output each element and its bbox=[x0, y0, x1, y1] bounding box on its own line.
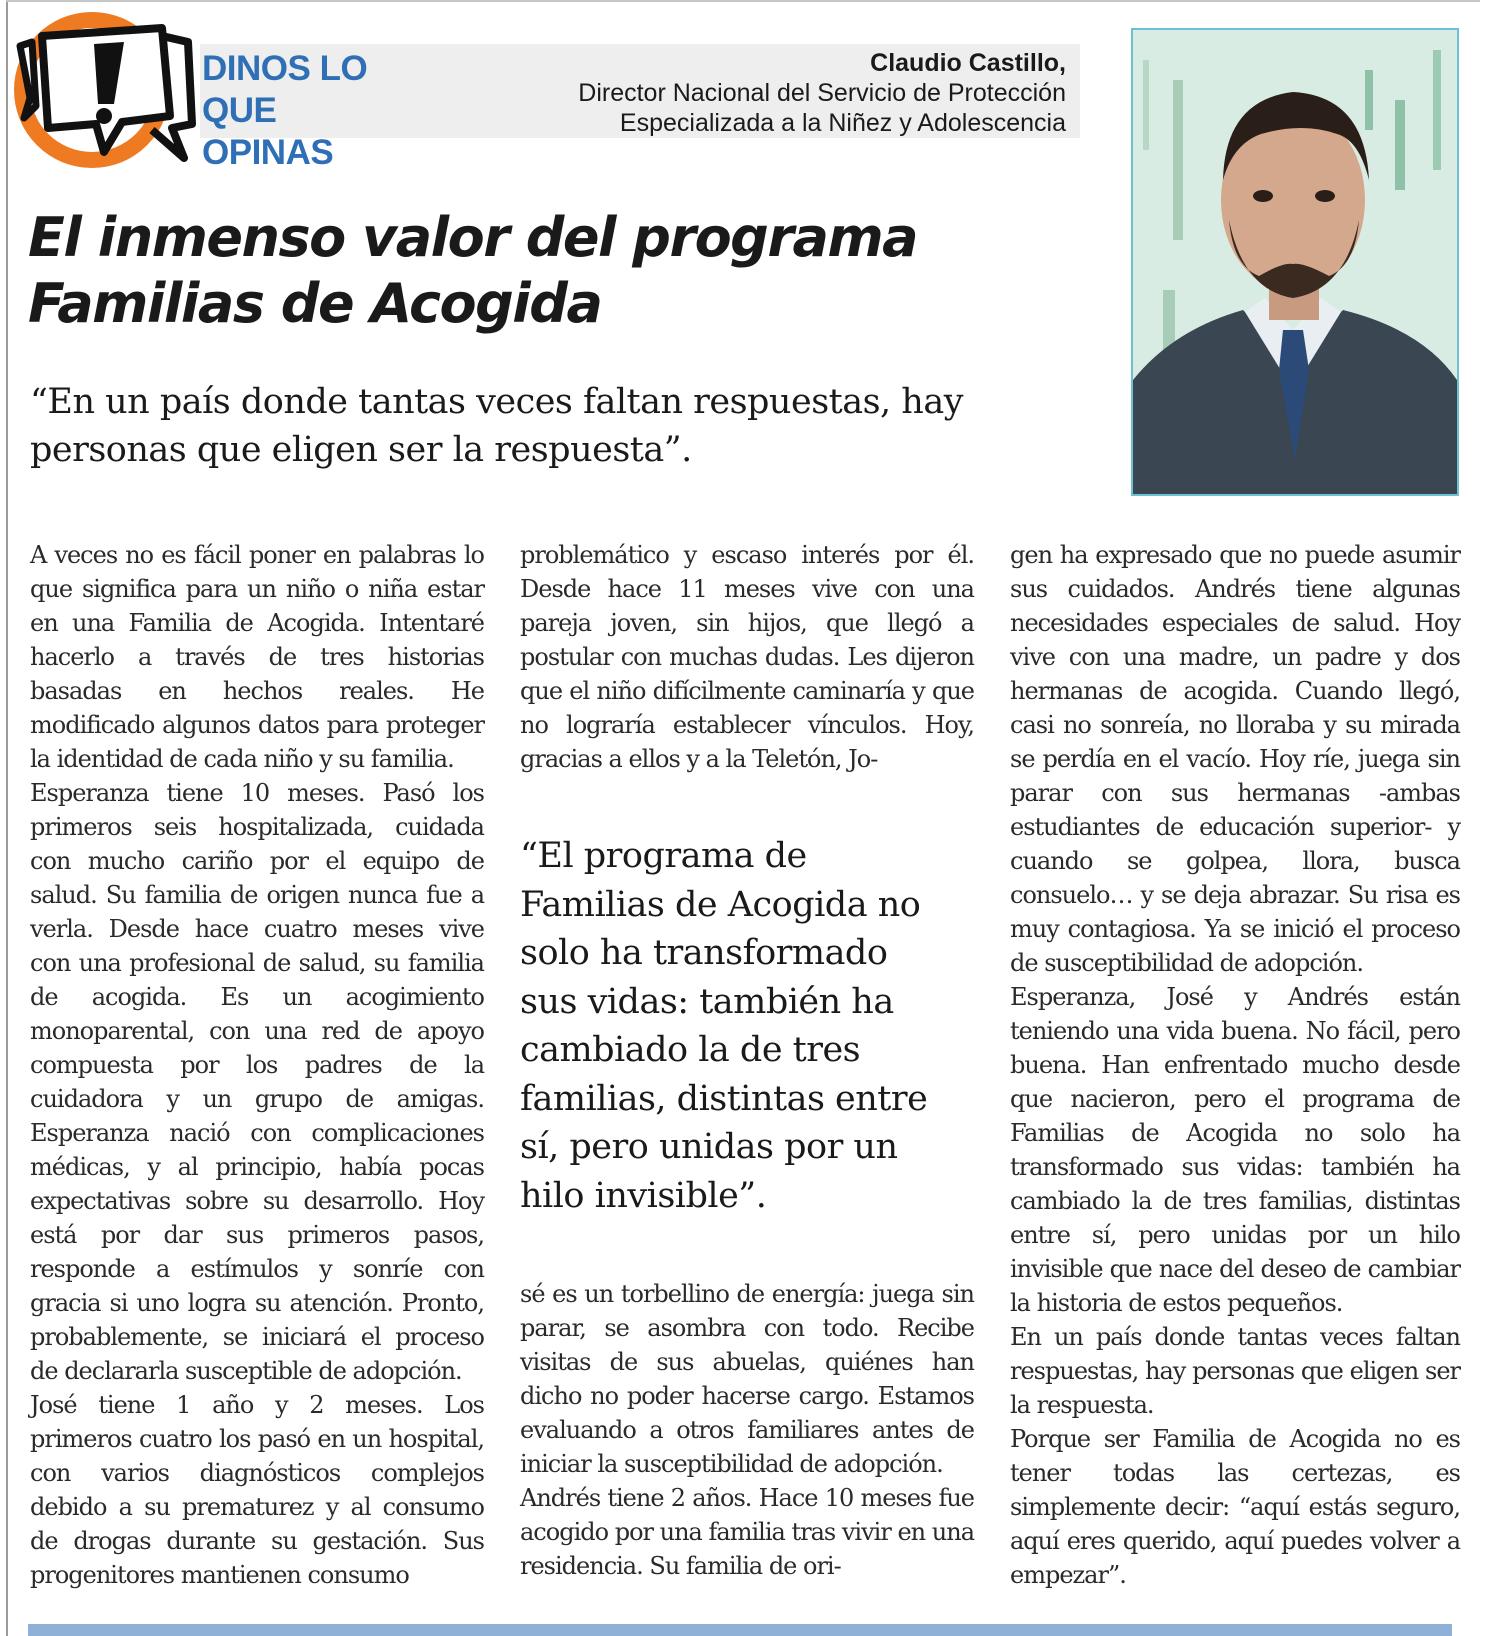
pull-quote-line: hilo invisible”. bbox=[520, 1175, 767, 1216]
paragraph: problemático y escaso interés por él. Desde hace 11 meses vive con una pareja joven, sin hijos, que llegó a postular con muchas dudas. Les dijeron que el niño difícilmente caminaría y que no lograría establecer vínculos. Hoy, gracias a ellos y a la Teletón, Jo- bbox=[520, 541, 974, 773]
paragraph: Esperanza, José y Andrés están teniendo una vida buena. No fácil, pero buena. Han enfrentado mucho desde que nacieron, pero el programa de Familias de Acogida no solo ha transformado sus vidas: también ha cambiado la de tres familias, distintas entre sí, pero unidas por un hilo invisible que nace del deseo de cambiar la historia de estos pequeños. bbox=[1010, 983, 1460, 1317]
pull-quote-line: Familias de Acogida no bbox=[520, 884, 921, 925]
paragraph: sé es un torbellino de energía: juega sin parar, se asombra con todo. Recibe visitas de sus abuelas, quiénes han dicho no poder hacerse cargo. Estamos evaluando a otros familiares antes de iniciar la susceptibilidad de adopción. bbox=[520, 1280, 974, 1478]
paragraph: Andrés tiene 2 años. Hace 10 meses fue acogido por una familia tras vivir en una residencia. Su familia de ori- bbox=[520, 1484, 974, 1580]
author-role-line-1: Director Nacional del Servicio de Protección bbox=[578, 79, 1066, 107]
author-name: Claudio Castillo, bbox=[870, 49, 1066, 77]
headline-line-1: El inmenso valor del programa bbox=[28, 206, 918, 269]
article-column-2-bottom bbox=[520, 1277, 974, 1583]
pull-quote-line: cambiado la de tres bbox=[520, 1030, 861, 1070]
paragraph: José tiene 1 año y 2 meses. Los primeros cuatro los pasó en un hospital, con varios diagnósticos complejos debido a su prematurez y al consumo de drogas durante su gestación. Sus progenitores mantienen consumo bbox=[30, 1391, 484, 1589]
paragraph: Esperanza tiene 10 meses. Pasó los primeros seis hospitalizada, cuidada con mucho cariño por el equipo de salud. Su familia de origen nunca fue a verla. Desde hace cuatro meses vive con una profesional de salud, su familia de acogida. Es un acogimiento monoparental, con una red de apoyo compuesta por los padres de la cuidadora y un grupo de amigas. Esperanza nació con complicaciones médicas, y al principio, había pocas expectativas sobre su desarrollo. Hoy está por dar sus primeros pasos, responde a estímulos y sonríe con gracia si uno logra su atención. Pronto, probablemente, se iniciará el proceso de declararla susceptible de adopción. bbox=[30, 779, 484, 1385]
pull-quote-line: sí, pero unidas por un bbox=[520, 1127, 898, 1167]
section-logo-text bbox=[200, 44, 410, 172]
article-column-1 bbox=[30, 538, 484, 1592]
article-headline bbox=[28, 205, 1108, 337]
paragraph: gen ha expresado que no puede asumir sus cuidados. Andrés tiene algunas necesidades especiales de salud. Hoy vive con una madre, un padre y dos hermanas de acogida. Cuando llegó, casi no sonreía, no lloraba y su mirada se perdía en el vacío. Hoy ríe, juega sin parar con sus hermanas -ambas estudiantes de educación superior- y cuando se golpea, llora, busca consuelo… y se deja abrazar. Su risa es muy contagiosa. Ya se inició el proceso de susceptibilidad de adopción. bbox=[1010, 541, 1460, 977]
pull-quote-line: “El programa de bbox=[520, 836, 807, 876]
bottom-rule bbox=[28, 1624, 1452, 1636]
logo-line-2: QUE OPINAS bbox=[202, 91, 334, 172]
pull-quote-line: solo ha transformado bbox=[520, 933, 888, 973]
paragraph: A veces no es fácil poner en palabras lo que significa para un niño o niña estar en una Familia de Acogida. Intentaré hacerlo a través de tres historias basadas en hechos reales. He modificado algunos datos para proteger la identidad de cada niño y su familia. bbox=[30, 541, 484, 773]
author-byline bbox=[410, 44, 1080, 138]
lead-quote-line-1: “En un país donde tantas veces faltan respuestas, hay bbox=[30, 382, 963, 422]
paragraph: Porque ser Familia de Acogida no es tener todas las certezas, es simplemente decir: “aquí estás seguro, aquí eres querido, aquí puedes volver a empezar”. bbox=[1010, 1425, 1460, 1589]
portrait-illustration bbox=[1133, 30, 1457, 494]
speech-bubbles-logo-icon bbox=[12, 6, 202, 176]
headline-line-2: Familias de Acogida bbox=[28, 272, 602, 335]
author-role-line-2: Especializada a la Niñez y Adolescencia bbox=[619, 109, 1066, 137]
pull-quote-line: sus vidas: también ha bbox=[520, 981, 894, 1022]
page-top-border bbox=[6, 0, 1480, 2]
paragraph: En un país donde tantas veces faltan respuestas, hay personas que eligen ser la respuesta. bbox=[1010, 1323, 1460, 1419]
lead-quote-line-2: personas que eligen ser la respuesta”. bbox=[30, 430, 692, 470]
logo-line-1: DINOS LO bbox=[202, 49, 368, 88]
pull-quote bbox=[520, 832, 980, 1220]
article-column-3 bbox=[1010, 538, 1460, 1592]
pull-quote-line: familias, distintas entre bbox=[520, 1078, 928, 1119]
author-photo bbox=[1131, 28, 1459, 496]
lead-quote bbox=[30, 378, 1120, 474]
article-column-2-top bbox=[520, 538, 974, 776]
page-left-border bbox=[6, 0, 8, 1636]
